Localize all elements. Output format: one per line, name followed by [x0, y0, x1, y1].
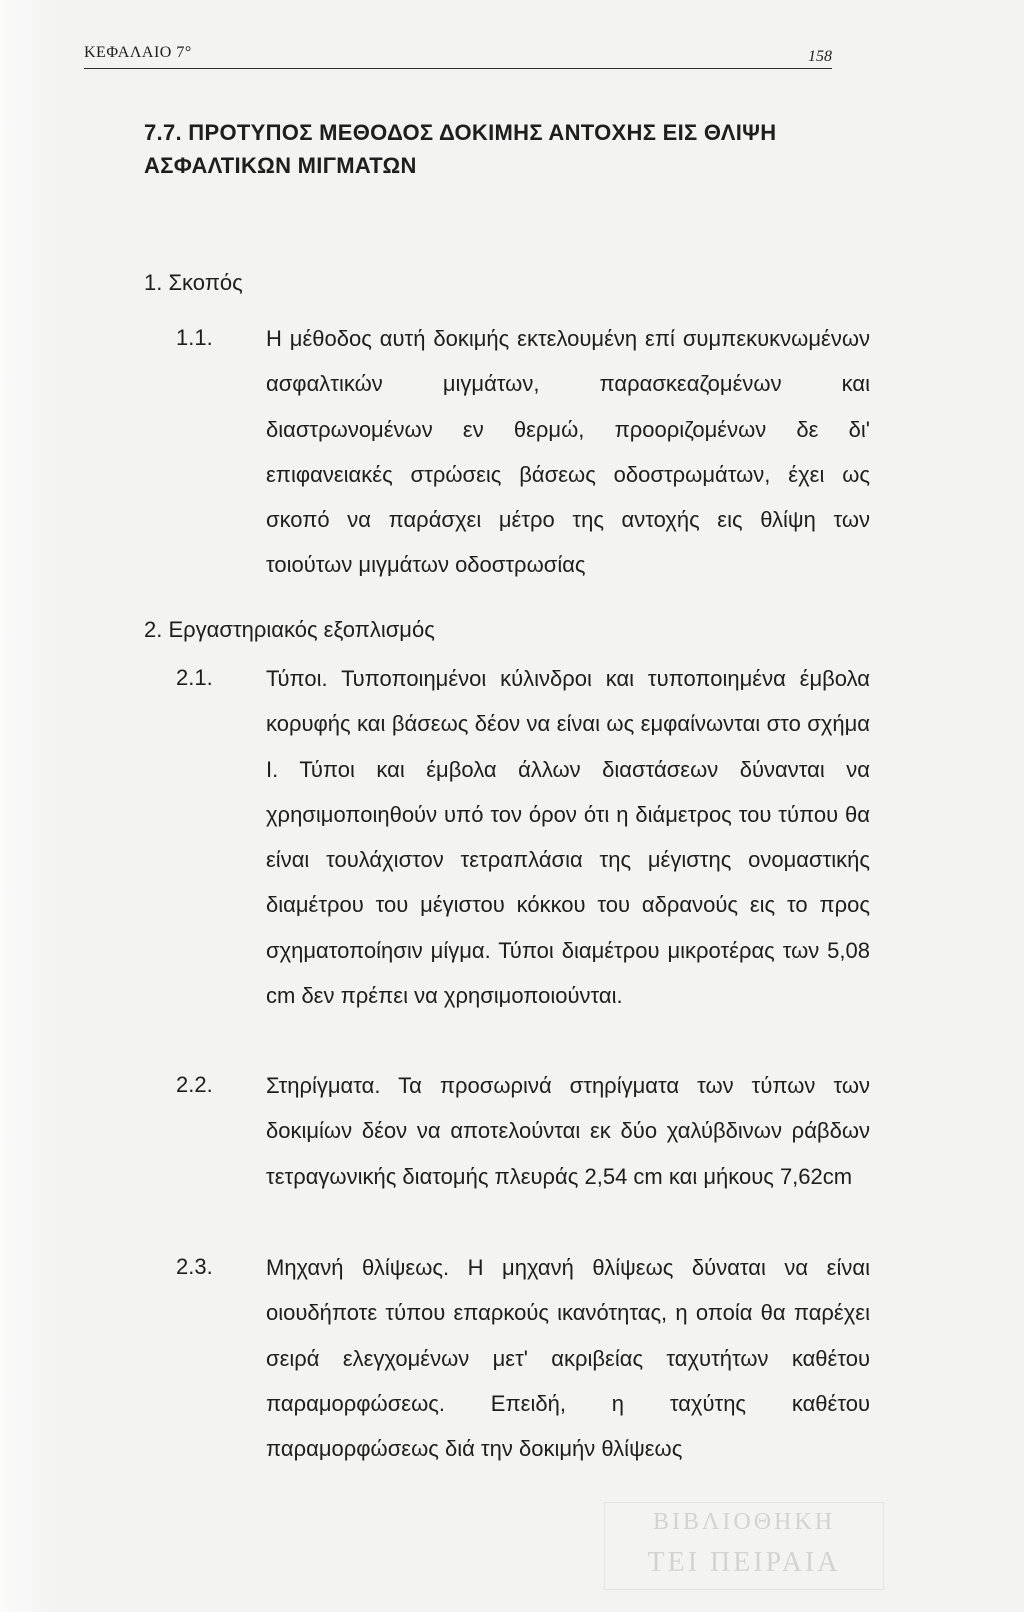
- item-text: Η μέθοδος αυτή δοκιμής εκτελουμένη επί συμπεκυκνωμένων ασφαλτικών μιγμάτων, παρασκεαζομένων και διαστρωνομένων εν θερμώ, προοριζομένων δε δι' επιφανειακές στρώσεις βάσεως οδοστρωμάτων, έχει ως σκοπό να παράσχει μέτρο της αντοχής εις θλίψη των τοιούτων μιγμάτων οδοστρωσίας: [266, 326, 870, 578]
- item-text: Στηρίγματα. Τα προσωρινά στηρίγματα των τύπων των δοκιμίων δέον να αποτελούνται εκ δύο χαλύβδινων ράβδων τετραγωνικής διατομής πλευράς 2,54 cm και μήκους 7,62cm: [266, 1073, 870, 1189]
- chapter-label: ΚΕΦΑΛΑΙΟ 7°: [84, 44, 192, 61]
- item-number: 1.1.: [176, 325, 213, 350]
- stamp-line-1: ΒΙΒΛΙΟΘΗΚΗ: [652, 1509, 836, 1535]
- scan-margin: [0, 0, 58, 1612]
- library-stamp: [604, 1502, 884, 1590]
- item-text: Μηχανή θλίψεως. Η μηχανή θλίψεως δύναται να είναι οιουδήποτε τύπου επαρκούς ικανότητας, η οποία θα παρέχει σειρά ελεγχομένων μετ' ακριβείας ταχυτήτων καθέτου παραμορφώσεως. Επειδή, η ταχύτης καθέτου παραμορφώσεως διά την δοκιμήν θλίψεως: [266, 1255, 870, 1462]
- section-title: 7.7. ΠΡΟΤΥΠΟΣ ΜΕΘΟΔΟΣ ΔΟΚΙΜΗΣ ΑΝΤΟΧΗΣ ΕΙΣ ΘΛΙΨΗ ΑΣΦΑΛΤΙΚΩΝ ΜΙΓΜΑΤΩΝ: [144, 120, 777, 178]
- page-number: 158: [808, 48, 832, 65]
- section-heading-equipment: 2. Εργαστηριακός εξοπλισμός: [144, 617, 435, 642]
- item-number: 2.3.: [176, 1254, 213, 1279]
- item-text: Τύποι. Τυποποιημένοι κύλινδροι και τυποποιημένα έμβολα κορυφής και βάσεως δέον να είναι ως εμφαίνωνται στο σχήμα Ι. Τύποι και έμβολα άλλων διαστάσεων δύνανται να χρησιμοποιηθούν υπό τον όρον ότι η διάμετρος του τύπου θα είναι τουλάχιστον τετραπλάσια της μέγιστης ονομαστικής διαμέτρου του μέγιστου κόκκου του αδρανούς εις το προς σχηματοποίησιν μίγμα. Τύποι διαμέτρου μικροτέρας των 5,08 cm δεν πρέπει να χρησιμοποιούνται.: [266, 666, 870, 1009]
- item-number: 2.2.: [176, 1072, 213, 1097]
- page-header: [84, 38, 832, 69]
- stamp-line-2: ΤΕΙ ΠΕΙΡΑΙΑ: [647, 1547, 841, 1578]
- item-number: 2.1.: [176, 665, 213, 690]
- section-heading-purpose: 1. Σκοπός: [144, 270, 243, 295]
